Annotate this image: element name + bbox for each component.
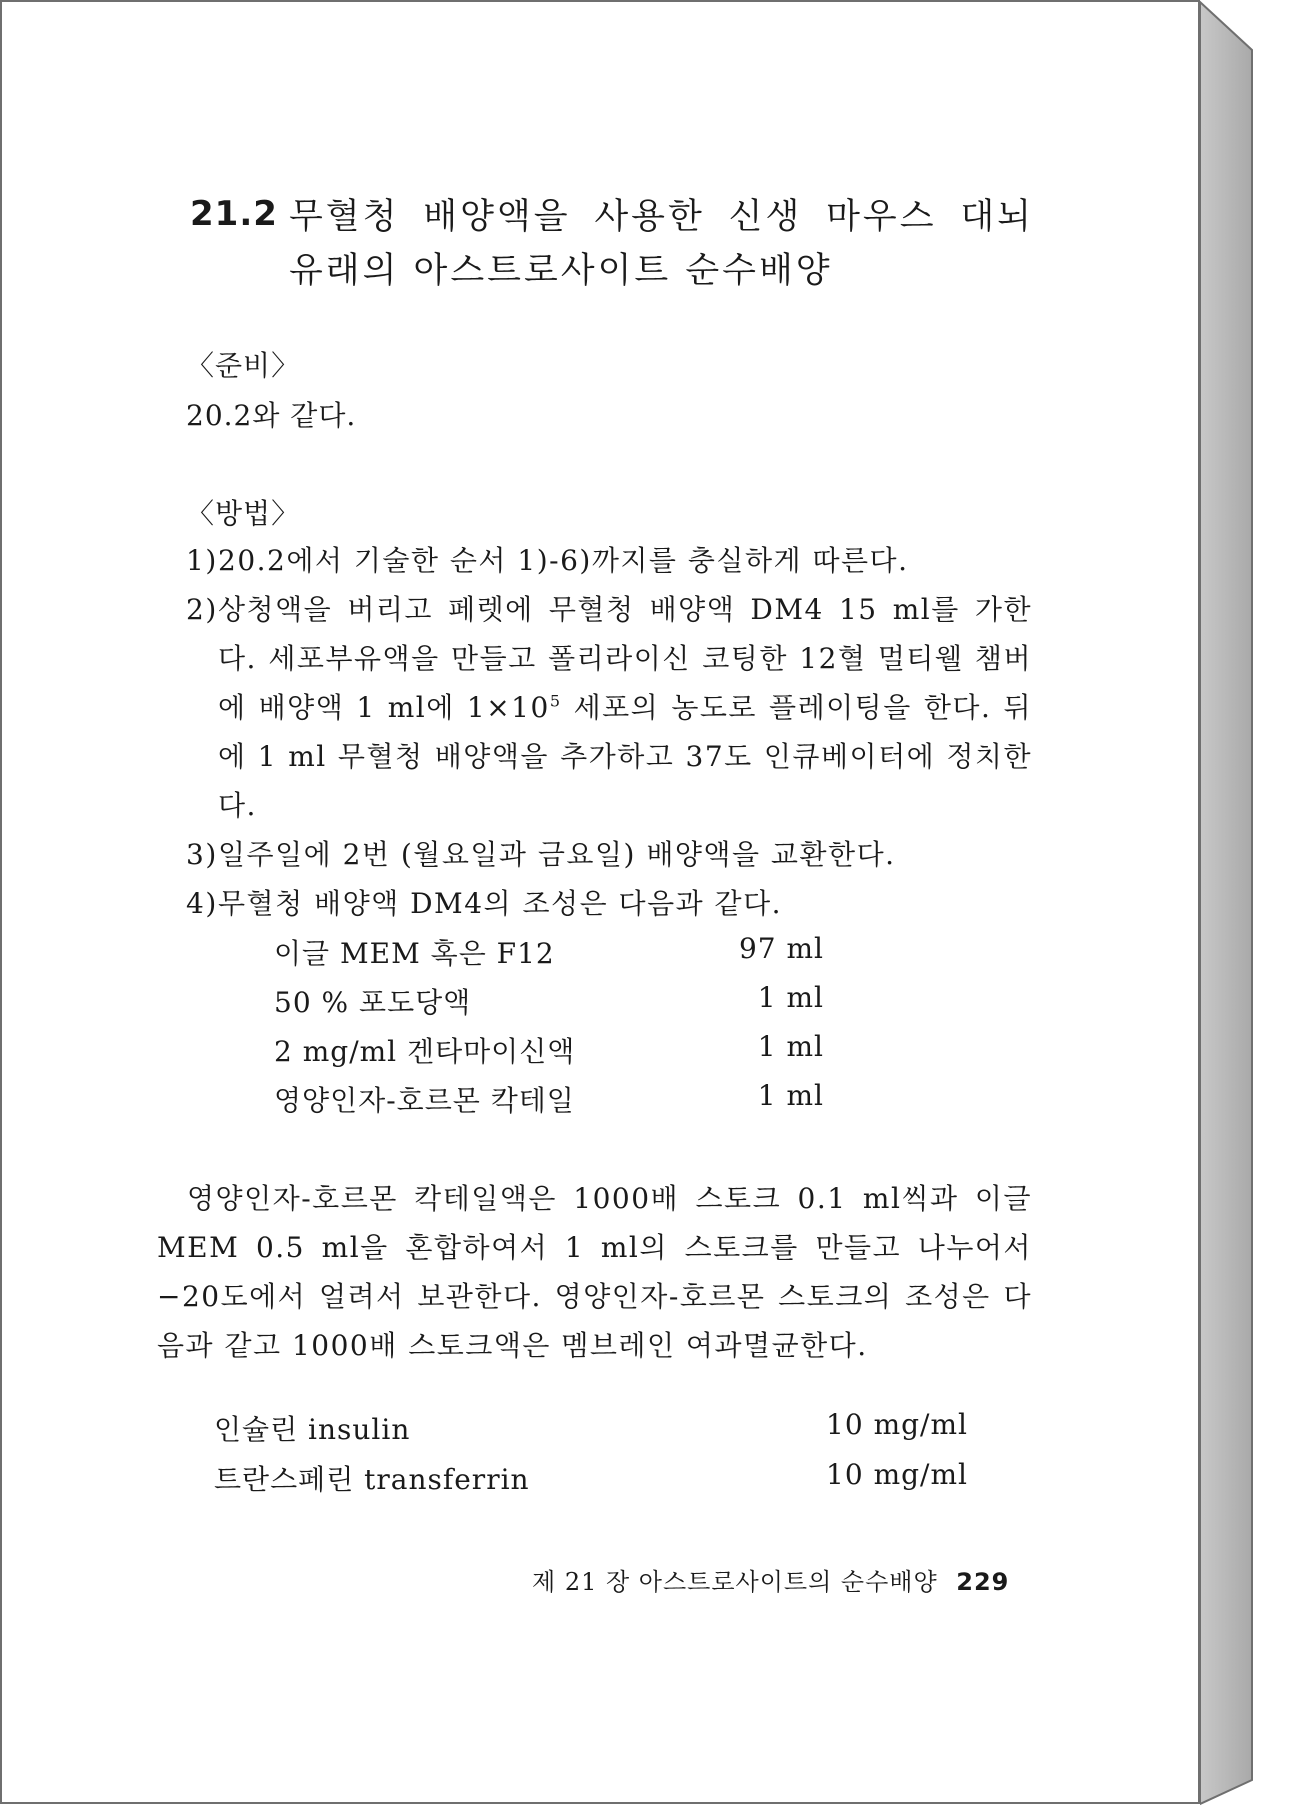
- ingredient-name: 2 mg/ml 겐타마이신액: [274, 1035, 576, 1068]
- page-number: 229: [956, 1568, 1010, 1596]
- ingredient-name: 50 % 포도당액: [274, 986, 472, 1019]
- step-number: 1): [186, 544, 218, 577]
- ingredient-amount: 97 ml: [738, 932, 824, 965]
- prep-label: 〈준비〉: [186, 349, 301, 382]
- step-text: 무혈청 배양액 DM4의 조성은 다음과 같다.: [218, 887, 783, 920]
- step-number: 4): [186, 887, 218, 920]
- hormone-name: 인슐린 insulin: [214, 1413, 411, 1446]
- superscript: 5: [549, 691, 562, 711]
- section-number: 21.2: [190, 194, 278, 234]
- hormone-concentration: 10 mg/ml: [826, 1408, 968, 1441]
- hormone-concentration: 10 mg/ml: [826, 1458, 968, 1491]
- step-number: 3): [186, 838, 218, 871]
- chapter-title: 제 21 장 아스트로사이트의 순수배양: [532, 1568, 938, 1596]
- ingredient-name: 영양인자-호르몬 칵테일: [274, 1084, 575, 1117]
- step-number: 2): [186, 593, 218, 626]
- step-text-part: 세포의 농도로 플레이팅을 한다. 뒤에 1 ml 무혈청 배양액을 추가하고 37도 인큐베이터에 정치한다.: [218, 691, 1032, 822]
- method-step: [186, 536, 1032, 585]
- step-text: 20.2에서 기술한 순서 1)-6)까지를 충실하게 따른다.: [218, 544, 909, 577]
- page-footer: [532, 1562, 1009, 1597]
- body-paragraph: 영양인자-호르몬 칵테일액은 1000배 스토크 0.1 ml씩과 이글 MEM 0.5 ml을 혼합하여서 1 ml의 스토크를 만들고 나누어서 −20도에서 얼려서 보관한다. 영양인자-호르몬 스토크의 조성은 다음과 같고 1000배 스토크액은 멤브레인 여과멸균한다.: [157, 1182, 1032, 1362]
- book-thickness-edge: [1200, 0, 1304, 1806]
- section-title: 무혈청 배양액을 사용한 신생 마우스 대뇌 유래의 아스트로사이트 순수배양: [289, 197, 1034, 291]
- ingredient-name: 이글 MEM 혹은 F12: [274, 937, 555, 970]
- method-step: [186, 830, 1032, 879]
- step-text: [186, 585, 1032, 830]
- step-text: 일주일에 2번 (월요일과 금요일) 배양액을 교환한다.: [218, 838, 896, 871]
- ingredient-amount: 1 ml: [757, 1030, 824, 1063]
- ingredient-amount: 1 ml: [757, 1079, 824, 1112]
- ingredient-amount: 1 ml: [757, 981, 824, 1014]
- method-step: [186, 585, 1032, 830]
- hormone-name: 트란스페린 transferrin: [214, 1463, 530, 1496]
- method-step: [186, 879, 1032, 928]
- prep-text: 20.2와 같다.: [186, 399, 357, 432]
- method-label: 〈방법〉: [186, 497, 301, 530]
- step-text-part: 상청액을 버리고 페렛에 무혈청 배양액 DM4 15 ml를 가한다. 세포부유액을 만들고 폴리라이신 코팅한 12혈 멀티웰 챔버에 배양액 1 ml에 1×10: [218, 593, 1032, 724]
